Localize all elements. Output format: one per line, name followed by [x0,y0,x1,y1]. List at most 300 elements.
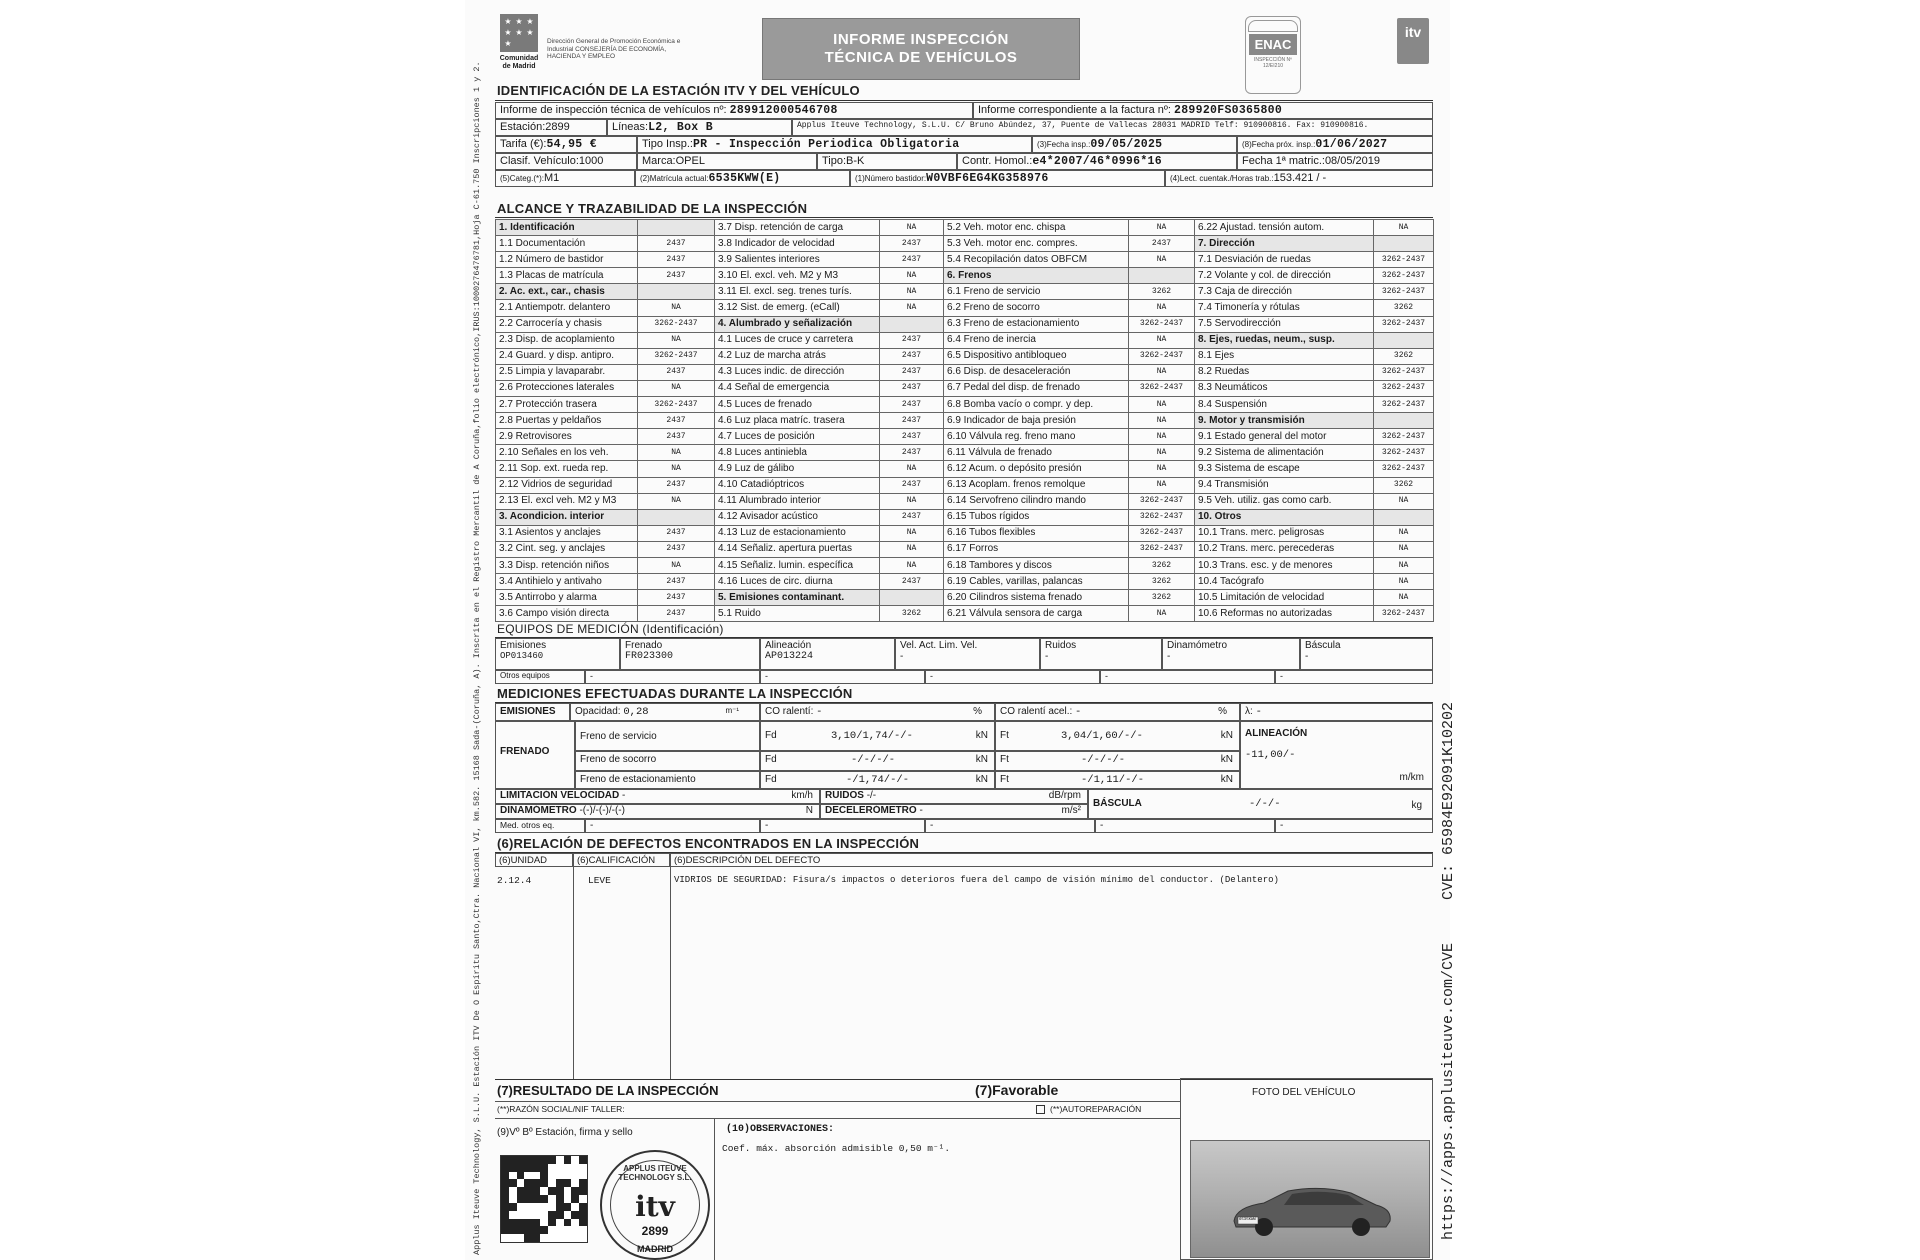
speed-limit-field [495,789,820,804]
qr-module [579,1195,587,1203]
table-row [496,493,1434,509]
scope-item-value: 2437 [638,606,715,622]
scope-item-label: 6.17 Forros [944,541,1129,557]
qr-module [509,1234,517,1242]
qr-module [548,1179,556,1187]
defect-col-divider [670,867,671,1079]
qr-module [540,1203,548,1211]
qr-module [532,1156,540,1164]
type-label: Tipo: [822,155,847,167]
scope-item-value: 3262-2437 [1374,364,1434,380]
qr-module [524,1203,532,1211]
qr-module [540,1187,548,1195]
qr-module [517,1195,525,1203]
qr-module [540,1179,548,1187]
scope-item-label: 10.3 Trans. esc. y de menores [1195,557,1374,573]
scope-item-label: 1.1 Documentación [496,236,638,252]
scope-item-label: 2.5 Limpia y lavaparabr. [496,364,638,380]
scope-item-value: 3262-2437 [638,397,715,413]
scope-item-label: 8.2 Ruedas [1195,364,1374,380]
table-row [496,364,1434,380]
scale-equip [1300,638,1433,670]
scope-item-value: 2437 [638,574,715,590]
scope-item-value: NA [638,300,715,316]
dyno-label: DINAMÓMETRO [500,805,577,816]
qr-module [571,1164,579,1172]
decel-value: - [919,805,923,816]
qr-module [571,1203,579,1211]
qr-module [501,1234,509,1242]
qr-code[interactable] [500,1155,588,1243]
other-meas-4: - [1095,819,1275,833]
class-label: Clasif. Vehículo: [500,155,579,167]
scope-item-label: 4. Alumbrado y señalización [715,316,880,332]
alignment-value: -11,00/- [1245,749,1296,761]
scope-item-value: 2437 [880,413,944,429]
scope-item-label: 10.1 Trans. merc. peligrosas [1195,525,1374,541]
scale-equip-label: Báscula [1305,640,1341,651]
vehicle-photo [1190,1140,1430,1258]
emergency-ft-unit: kN [1220,754,1233,765]
scope-item-label: 6.20 Cilindros sistema frenado [944,590,1129,606]
qr-module [556,1195,564,1203]
scope-item-value: 2437 [638,590,715,606]
scope-item-value: NA [638,493,715,509]
next-inspection-field [1237,136,1433,153]
scope-item-value: NA [880,461,944,477]
parking-ft-value: -/1,11/-/- [1081,774,1145,786]
brand-field [637,153,817,170]
homol-value: e4*2007/46*0996*16 [1032,155,1162,168]
scope-item-label: 4.1 Luces de cruce y carretera [715,332,880,348]
alignment-equip-label: Alineación [765,640,812,651]
lambda-field [1240,703,1433,721]
qr-module [501,1219,509,1227]
plate-label: (2)Matrícula actual: [640,174,709,183]
plate-field [635,170,850,187]
qr-module [556,1226,564,1234]
qr-module [579,1211,587,1219]
qr-module [571,1226,579,1234]
scope-item-value: 2437 [638,541,715,557]
scope-item-label: 2. Ac. ext., car., chasis [496,284,638,300]
scope-item-label: 6.21 Válvula sensora de carga [944,606,1129,622]
qr-module [540,1195,548,1203]
qr-module [524,1195,532,1203]
other-equip-3: - [925,670,1100,684]
dyno-equip-value: - [1167,651,1171,662]
scope-item-label: 4.12 Avisador acústico [715,509,880,525]
scope-item-label: 6.12 Acum. o depósito presión [944,461,1129,477]
qr-module [548,1172,556,1180]
scope-item-value: NA [1374,220,1434,236]
scope-item-label: 2.6 Protecciones laterales [496,380,638,396]
scope-item-label: 10.6 Reformas no autorizadas [1195,606,1374,622]
other-meas-2: - [760,819,925,833]
qr-module [548,1234,556,1242]
insp-date-value: 09/05/2025 [1090,138,1163,151]
enac-sub: INSPECCIÓN Nº 12/EI210 [1254,57,1292,69]
qr-module [564,1164,572,1172]
scope-item-label: 2.13 El. excl veh. M2 y M3 [496,493,638,509]
service-fd-value: 3,10/1,74/-/- [831,730,913,742]
qr-module [571,1179,579,1187]
qr-module [509,1203,517,1211]
autorreparacion-checkbox[interactable] [1036,1105,1045,1114]
table-row [496,509,1434,525]
cve-code: CVE: 65984E92091K10202 [1440,701,1457,900]
first-registration-field [1237,153,1433,170]
qr-module [517,1172,525,1180]
scope-item-label: 3.12 Sist. de emerg. (eCall) [715,300,880,316]
company-text: Applus Iteuve Technology, S.L.U. C/ Bruno Abúndez, 37, Puente de Vallecas 28031 MADRID Telf: 910900816. Fax: 910900816. [797,121,1369,130]
parking-ft-label: Ft [1000,774,1009,785]
qr-module [524,1156,532,1164]
scope-item-value [880,590,944,606]
qr-module [532,1211,540,1219]
service-brake-label: Freno de servicio [575,721,760,751]
title-line-1: INFORME INSPECCIÓN [833,31,1009,48]
qr-module [571,1156,579,1164]
co-acel-unit: % [1218,706,1227,717]
brand-value: OPEL [675,155,705,167]
scope-item-value: NA [1129,413,1195,429]
emergency-fd [760,751,995,771]
service-ft-unit: kN [1220,730,1233,741]
scope-item-label: 6.10 Válvula reg. freno mano [944,429,1129,445]
qr-module [517,1226,525,1234]
scope-item-value: 2437 [638,236,715,252]
co-acel-label: CO ralentí acel.: [1000,706,1073,717]
scope-item-label: 6.7 Pedal del disp. de frenado [944,380,1129,396]
qr-module [509,1172,517,1180]
scope-item-value: 2437 [880,429,944,445]
qr-module [501,1164,509,1172]
scope-item-value: 2437 [880,509,944,525]
qr-module [524,1234,532,1242]
scope-item-value: 3262-2437 [1374,445,1434,461]
enac-crown-icon [1248,20,1298,32]
qr-module [556,1219,564,1227]
report-title [762,18,1080,80]
invoice-number: 289920FS0365800 [1174,104,1283,117]
scope-item-label: 3.3 Disp. retención niños [496,557,638,573]
qr-module [564,1187,572,1195]
scope-item-label: 3.2 Cint. seg. y anclajes [496,541,638,557]
scope-item-label: 2.8 Puertas y peldaños [496,413,638,429]
verification-url[interactable]: https://apps.applusiteuve.com/CVE [1440,942,1457,1240]
qr-module [556,1179,564,1187]
scope-item-value: 3262 [880,606,944,622]
scope-item-value [1374,413,1434,429]
scope-item-label: 4.11 Alumbrado interior [715,493,880,509]
scope-item-label: 10. Otros [1195,509,1374,525]
table-row [496,252,1434,268]
alignment-unit: m/km [1399,772,1424,783]
scope-item-label: 4.9 Luz de gálibo [715,461,880,477]
emissions-equip [495,638,620,670]
scope-item-label: 3.6 Campo visión directa [496,606,638,622]
scope-item-label: 7.2 Volante y col. de dirección [1195,268,1374,284]
qr-module [532,1226,540,1234]
cam-name: Comunidad de Madrid [499,55,539,70]
scope-item-value: NA [1129,429,1195,445]
scope-item-label: 3.8 Indicador de velocidad [715,236,880,252]
qr-module [509,1219,517,1227]
qr-module [517,1211,525,1219]
qr-module [556,1172,564,1180]
scope-item-label: 9.2 Sistema de alimentación [1195,445,1374,461]
opacity-label: Opacidad: [575,706,621,717]
scale-unit: kg [1411,800,1422,811]
qr-module [556,1234,564,1242]
qr-module [501,1211,509,1219]
scope-item-label: 6.19 Cables, varillas, palancas [944,574,1129,590]
scope-item-value: NA [1129,332,1195,348]
insp-type-value: PR - Inspección Periodica Obligatoria [692,138,960,151]
qr-module [532,1172,540,1180]
noise-equip-label: Ruidos [1045,640,1077,651]
scope-item-value [1374,332,1434,348]
cat-value: M1 [544,172,560,184]
scope-item-value: NA [1129,252,1195,268]
decelerometer-field [820,804,1088,819]
scope-item-label: 7.4 Timonería y rótulas [1195,300,1374,316]
scope-item-value: 3262-2437 [638,348,715,364]
class-value: 1000 [578,155,604,167]
opacity-field [570,703,760,721]
noise-equip [1040,638,1162,670]
qr-module [579,1156,587,1164]
other-meas-3: - [925,819,1095,833]
defect-unit-header: (6)UNIDAD [495,853,573,867]
qr-module [579,1164,587,1172]
result-title: (7)RESULTADO DE LA INSPECCIÓN [497,1083,719,1098]
scope-item-value: 2437 [880,397,944,413]
invoice-label: Informe correspondiente a la factura nº: [978,104,1171,116]
co-value: - [816,706,823,718]
scope-item-value [1129,268,1195,284]
scope-item-value: NA [880,220,944,236]
qr-module [517,1203,525,1211]
scope-item-label: 6.8 Bomba vacío o compr. y dep. [944,397,1129,413]
scope-item-value: NA [880,493,944,509]
qr-module [501,1187,509,1195]
scope-item-value [1374,236,1434,252]
scope-item-label: 4.4 Señal de emergencia [715,380,880,396]
service-ft [995,721,1240,751]
qr-module [564,1234,572,1242]
scope-item-label: 1.3 Placas de matrícula [496,268,638,284]
table-row [496,477,1434,493]
scope-title: ALCANCE Y TRAZABILIDAD DE LA INSPECCIÓN [497,201,808,216]
scope-item-label: 6.9 Indicador de baja presión [944,413,1129,429]
speed-equip-label: Vel. Act. Lim. Vel. [900,640,978,651]
scope-item-label: 4.3 Luces indic. de dirección [715,364,880,380]
qr-module [540,1234,548,1242]
table-row [496,348,1434,364]
table-row [496,300,1434,316]
observations-text: Coef. máx. absorción admisible 0,50 m⁻¹. [722,1143,951,1154]
first-reg-label: Fecha 1ª matric.: [1242,155,1325,167]
qr-module [571,1195,579,1203]
lines-label: Líneas: [612,121,649,133]
scope-item-label: 10.2 Trans. merc. perecederas [1195,541,1374,557]
scope-item-label: 4.10 Catadióptricos [715,477,880,493]
fee-label: Tarifa (€): [500,138,547,150]
scope-item-value: NA [1129,300,1195,316]
table-row [496,525,1434,541]
station-field [495,119,607,136]
scope-item-value: 3262-2437 [1374,380,1434,396]
scope-item-label: 1.2 Número de bastidor [496,252,638,268]
scope-item-label: 3.9 Salientes interiores [715,252,880,268]
other-meas-label: Med. otros eq. [495,819,585,833]
qr-module [548,1187,556,1195]
lines-value: L2, Box B [648,121,713,134]
alignment-equip-value: AP013224 [765,651,814,662]
scope-item-label: 6.1 Freno de servicio [944,284,1129,300]
photo-label: FOTO DEL VEHÍCULO [1252,1087,1356,1098]
emissions-equip-label: Emisiones [500,640,547,651]
emergency-fd-label: Fd [765,754,777,765]
star-flag-icon: ★ ★ ★ ★ ★ ★ ★ [500,14,538,52]
scale-value: -/-/- [1249,798,1281,810]
vin-value: W0VBF6EG4KG358976 [926,172,1049,185]
scope-item-value: NA [1129,461,1195,477]
qr-module [556,1203,564,1211]
scope-item-label: 4.13 Luz de estacionamiento [715,525,880,541]
scope-item-label: 6.14 Servofreno cilindro mando [944,493,1129,509]
identification-title: IDENTIFICACIÓN DE LA ESTACIÓN ITV Y DEL VEHÍCULO [497,83,860,98]
table-row [496,590,1434,606]
qr-module [548,1203,556,1211]
scope-item-label: 6.16 Tubos flexibles [944,525,1129,541]
qr-module [501,1195,509,1203]
service-fd [760,721,995,751]
qr-module [579,1172,587,1180]
station-value: 2899 [545,121,570,133]
scope-item-value: 3262 [1374,300,1434,316]
fee-field [495,136,637,153]
category-field [495,170,635,187]
plate-value: 6535KWW(E) [708,172,781,185]
co-acel-field [995,703,1240,721]
station-stamp [600,1150,710,1260]
speed-equip-value: - [900,651,904,662]
opacity-unit: m⁻¹ [725,706,739,715]
scope-item-label: 2.4 Guard. y disp. antipro. [496,348,638,364]
scope-item-value: 3262-2437 [1374,397,1434,413]
scope-item-label: 3.1 Asientos y anclajes [496,525,638,541]
qr-module [501,1172,509,1180]
qr-module [509,1187,517,1195]
scope-item-value: NA [1129,606,1195,622]
table-row [496,220,1434,236]
qr-module [532,1234,540,1242]
report-number-field [495,102,973,119]
qr-module [532,1195,540,1203]
lambda-label: λ: [1245,706,1253,717]
scope-item-value: NA [1374,574,1434,590]
scope-item-label: 4.15 Señaliz. lumin. específica [715,557,880,573]
scope-item-label: 6. Frenos [944,268,1129,284]
scope-item-value: NA [638,557,715,573]
station-label: Estación: [500,121,546,133]
qr-module [517,1187,525,1195]
defect-calif: LEVE [588,875,611,886]
scale-equip-value: - [1305,651,1309,662]
taller-label: (**)RAZÓN SOCIAL/NIF TALLER: [497,1104,625,1114]
scope-item-label: 9.4 Transmisión [1195,477,1374,493]
scope-item-value [638,284,715,300]
result-value: (7)Favorable [975,1082,1059,1098]
qr-module [532,1179,540,1187]
qr-module [564,1195,572,1203]
scope-item-label: 9. Motor y transmisión [1195,413,1374,429]
qr-module [501,1203,509,1211]
dyno-value: -(-)/-(-)/-(-) [579,805,625,816]
comunidad-madrid-logo [495,14,543,76]
parking-fd [760,771,995,789]
qr-module [571,1187,579,1195]
qr-module [540,1226,548,1234]
qr-module [517,1179,525,1187]
service-ft-value: 3,04/1,60/-/- [1061,730,1143,742]
qr-module [532,1219,540,1227]
emissions-label: EMISIONES [495,703,570,721]
divider [495,217,1433,218]
scope-item-value: 3262-2437 [1129,316,1195,332]
qr-module [509,1195,517,1203]
qr-module [548,1219,556,1227]
scope-item-value: 3262-2437 [1374,284,1434,300]
title-line-2: TÉCNICA DE VEHÍCULOS [824,49,1018,66]
scope-item-value: 2437 [638,525,715,541]
speed-limit-unit: km/h [791,790,813,801]
qr-module [509,1156,517,1164]
scope-item-label: 3.4 Antihielo y antivaho [496,574,638,590]
qr-module [564,1179,572,1187]
qr-module [524,1211,532,1219]
emergency-brake-label: Freno de socorro [575,751,760,771]
scope-item-label: 2.7 Protección trasera [496,397,638,413]
decel-unit: m/s² [1061,805,1081,816]
qr-module [571,1172,579,1180]
table-row [496,445,1434,461]
lines-field [607,119,792,136]
scope-item-value: 3262-2437 [1374,461,1434,477]
scope-item-value: 3262-2437 [1129,348,1195,364]
defect-description: VIDRIOS DE SEGURIDAD: Fisura/s impactos o deterioros fuera del campo de visión mínimo del conductor. (Delantero) [674,875,1279,885]
homol-label: Contr. Homol.: [962,155,1033,167]
scope-item-label: 8.4 Suspensión [1195,397,1374,413]
qr-module [540,1219,548,1227]
qr-module [532,1203,540,1211]
qr-module [556,1187,564,1195]
table-row [496,236,1434,252]
scope-item-label: 7.3 Caja de dirección [1195,284,1374,300]
table-row [496,397,1434,413]
scope-item-label: 4.7 Luces de posición [715,429,880,445]
scope-item-label: 5.2 Veh. motor enc. chispa [944,220,1129,236]
scope-item-label: 2.3 Disp. de acoplamiento [496,332,638,348]
report-number: 289912000546708 [729,104,838,117]
scope-item-value: 2437 [880,332,944,348]
scope-item-value: 3262 [1374,348,1434,364]
fee-value: 54,95 € [546,138,597,151]
alignment-label: ALINEACIÓN [1245,728,1308,739]
